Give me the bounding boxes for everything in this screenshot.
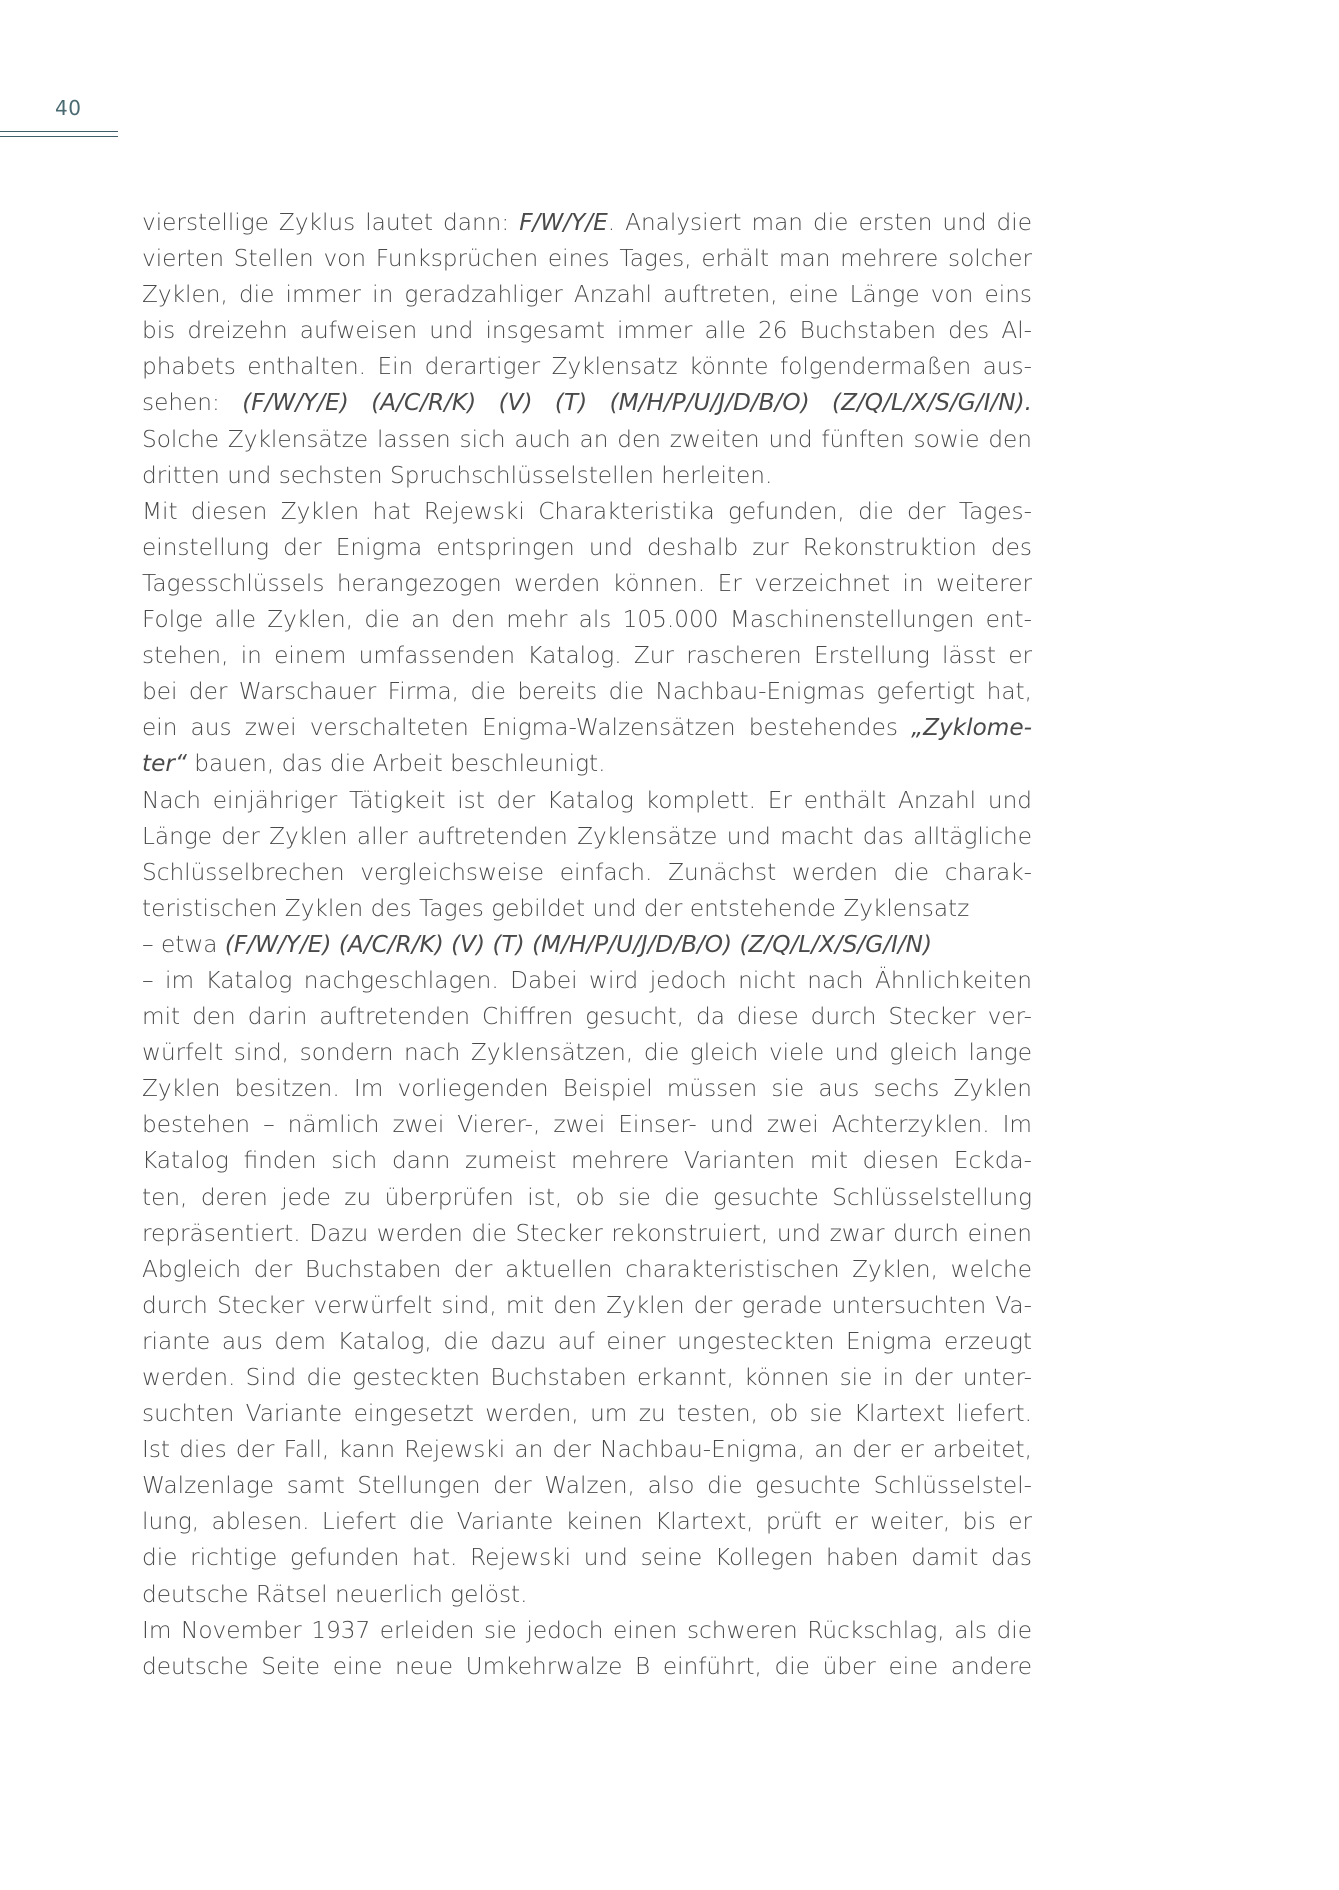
text-line	[142, 1540, 1032, 1576]
italic-run: (F/W/Y/E) (A/C/R/K) (V) (T) (M/H/P/U/J/D/B/O) (Z/Q/L/X/S/G/I/N).	[242, 389, 1032, 417]
text-line	[142, 1143, 1032, 1179]
text-line	[142, 963, 1032, 999]
text-run: Abgleich der Buchstaben der aktuellen charakteristischen Zyklen, welche	[142, 1255, 1032, 1283]
page-number: 40	[55, 96, 82, 120]
text-run: Zyklen besitzen. Im vorliegenden Beispiel müssen sie aus sechs Zyklen	[142, 1075, 1032, 1103]
text-line	[142, 1035, 1032, 1071]
italic-run: ter“	[142, 750, 187, 778]
text-line	[142, 1324, 1032, 1360]
text-line	[142, 710, 1032, 746]
text-line	[142, 277, 1032, 313]
text-line	[142, 1396, 1032, 1432]
text-line	[142, 1216, 1032, 1252]
text-line	[142, 313, 1032, 349]
text-run: stehen, in einem umfassenden Katalog. Zur rascheren Erstellung lässt er	[142, 642, 1032, 670]
text-run: deutsche Rätsel neuerlich gelöst.	[142, 1580, 528, 1608]
text-run: Walzenlage samt Stellungen der Walzen, also die gesuchte Schlüsselstel-	[142, 1472, 1032, 1500]
text-run: Schlüsselbrechen vergleichsweise einfach. Zunächst werden die charak-	[142, 858, 1032, 886]
text-line	[142, 674, 1032, 710]
text-run: Mit diesen Zyklen hat Rejewski Charakteristika gefunden, die der Tages-	[142, 497, 1032, 525]
text-line	[142, 205, 1032, 241]
text-run: vierten Stellen von Funksprüchen eines Tages, erhält man mehrere solcher	[142, 245, 1032, 273]
text-run: – etwa	[142, 930, 225, 958]
text-line	[142, 1649, 1032, 1685]
text-run: repräsentiert. Dazu werden die Stecker rekonstruiert, und zwar durch einen	[142, 1219, 1032, 1247]
text-run: werden. Sind die gesteckten Buchstaben erkannt, können sie in der unter-	[142, 1364, 1032, 1391]
text-line	[142, 1071, 1032, 1107]
text-line	[142, 1360, 1032, 1396]
text-line	[142, 1468, 1032, 1504]
text-line	[142, 1577, 1032, 1613]
text-line	[142, 1613, 1032, 1649]
text-line	[142, 422, 1032, 458]
text-line	[142, 927, 1032, 963]
body-text	[142, 205, 1032, 1685]
text-line	[142, 1288, 1032, 1324]
text-run: mit den darin auftretenden Chiffren gesucht, da diese durch Stecker ver-	[142, 1003, 1032, 1031]
text-line	[142, 602, 1032, 638]
text-run: die richtige gefunden hat. Rejewski und seine Kollegen haben damit das	[142, 1544, 1032, 1572]
text-run: Im November 1937 erleiden sie jedoch einen schweren Rückschlag, als die	[142, 1616, 1032, 1644]
text-run: bauen, das die Arbeit beschleunigt.	[186, 750, 606, 778]
text-run: ten, deren jede zu überprüfen ist, ob sie die gesuchte Schlüsselstellung	[142, 1183, 1032, 1211]
text-line	[142, 783, 1032, 819]
text-run: Ist dies der Fall, kann Rejewski an der Nachbau-Enigma, an der er arbeitet,	[142, 1436, 1032, 1464]
italic-run: „Zyklome-	[911, 714, 1032, 742]
text-line	[142, 1107, 1032, 1143]
text-run: sehen:	[142, 389, 243, 417]
text-run: dritten und sechsten Spruchschlüsselstellen herleiten.	[142, 461, 773, 489]
text-line	[142, 1252, 1032, 1288]
text-line	[142, 241, 1032, 277]
text-line	[142, 746, 1032, 782]
text-line	[142, 891, 1032, 927]
text-run: Tagesschlüssels herangezogen werden können. Er verzeichnet in weiterer	[142, 569, 1032, 597]
text-run: deutsche Seite eine neue Umkehrwalze B einführt, die über eine andere	[142, 1652, 1032, 1680]
text-run: – im Katalog nachgeschlagen. Dabei wird jedoch nicht nach Ähnlichkeiten	[142, 966, 1032, 994]
text-line	[142, 530, 1032, 566]
text-run: lung, ablesen. Liefert die Variante keinen Klartext, prüft er weiter, bis er	[142, 1508, 1032, 1536]
text-run: . Analysiert man die ersten und die	[607, 209, 1032, 236]
italic-run: F/W/Y/E	[519, 209, 608, 236]
text-run: Solche Zyklensätze lassen sich auch an den zweiten und fünften sowie den	[142, 425, 1032, 453]
text-line	[142, 349, 1032, 385]
text-run: riante aus dem Katalog, die dazu auf einer ungesteckten Enigma erzeugt	[142, 1327, 1032, 1355]
text-run: ein aus zwei verschalteten Enigma-Walzensätzen bestehendes	[142, 714, 912, 742]
text-run: bei der Warschauer Firma, die bereits die Nachbau-Enigmas gefertigt hat,	[142, 678, 1032, 706]
italic-run: (F/W/Y/E) (A/C/R/K) (V) (T) (M/H/P/U/J/D/B/O) (Z/Q/L/X/S/G/I/N)	[224, 930, 933, 958]
text-line	[142, 1504, 1032, 1540]
text-line	[142, 1180, 1032, 1216]
text-line	[142, 999, 1032, 1035]
text-run: Katalog finden sich dann zumeist mehrere Varianten mit diesen Eckda-	[142, 1147, 1032, 1175]
text-run: würfelt sind, sondern nach Zyklensätzen, die gleich viele und gleich lange	[142, 1039, 1032, 1067]
text-run: Nach einjähriger Tätigkeit ist der Katalog komplett. Er enthält Anzahl und	[142, 786, 1032, 814]
text-line	[142, 819, 1032, 855]
text-run: bestehen – nämlich zwei Vierer-, zwei Einser- und zwei Achterzyklen. Im	[142, 1111, 1032, 1139]
text-run: einstellung der Enigma entspringen und deshalb zur Rekonstruktion des	[142, 533, 1032, 561]
text-run: durch Stecker verwürfelt sind, mit den Zyklen der gerade untersuchten Va-	[142, 1291, 1032, 1319]
text-run: Folge alle Zyklen, die an den mehr als 105.000 Maschinenstellungen ent-	[142, 606, 1032, 634]
text-run: phabets enthalten. Ein derartiger Zyklensatz könnte folgendermaßen aus-	[142, 353, 1032, 381]
text-run: vierstellige Zyklus lautet dann:	[142, 209, 520, 236]
text-run: teristischen Zyklen des Tages gebildet und der entstehende Zyklensatz	[142, 894, 970, 922]
text-line	[142, 566, 1032, 602]
text-run: Länge der Zyklen aller auftretenden Zyklensätze und macht das alltägliche	[142, 822, 1032, 850]
text-run: suchten Variante eingesetzt werden, um zu testen, ob sie Klartext liefert.	[142, 1400, 1032, 1428]
text-line	[142, 494, 1032, 530]
text-line	[142, 458, 1032, 494]
text-line	[142, 385, 1032, 421]
header-rule	[0, 131, 118, 137]
text-line	[142, 855, 1032, 891]
text-run: Zyklen, die immer in geradzahliger Anzahl auftreten, eine Länge von eins	[142, 281, 1032, 309]
text-line	[142, 1432, 1032, 1468]
text-line	[142, 638, 1032, 674]
text-run: bis dreizehn aufweisen und insgesamt immer alle 26 Buchstaben des Al-	[142, 317, 1032, 345]
